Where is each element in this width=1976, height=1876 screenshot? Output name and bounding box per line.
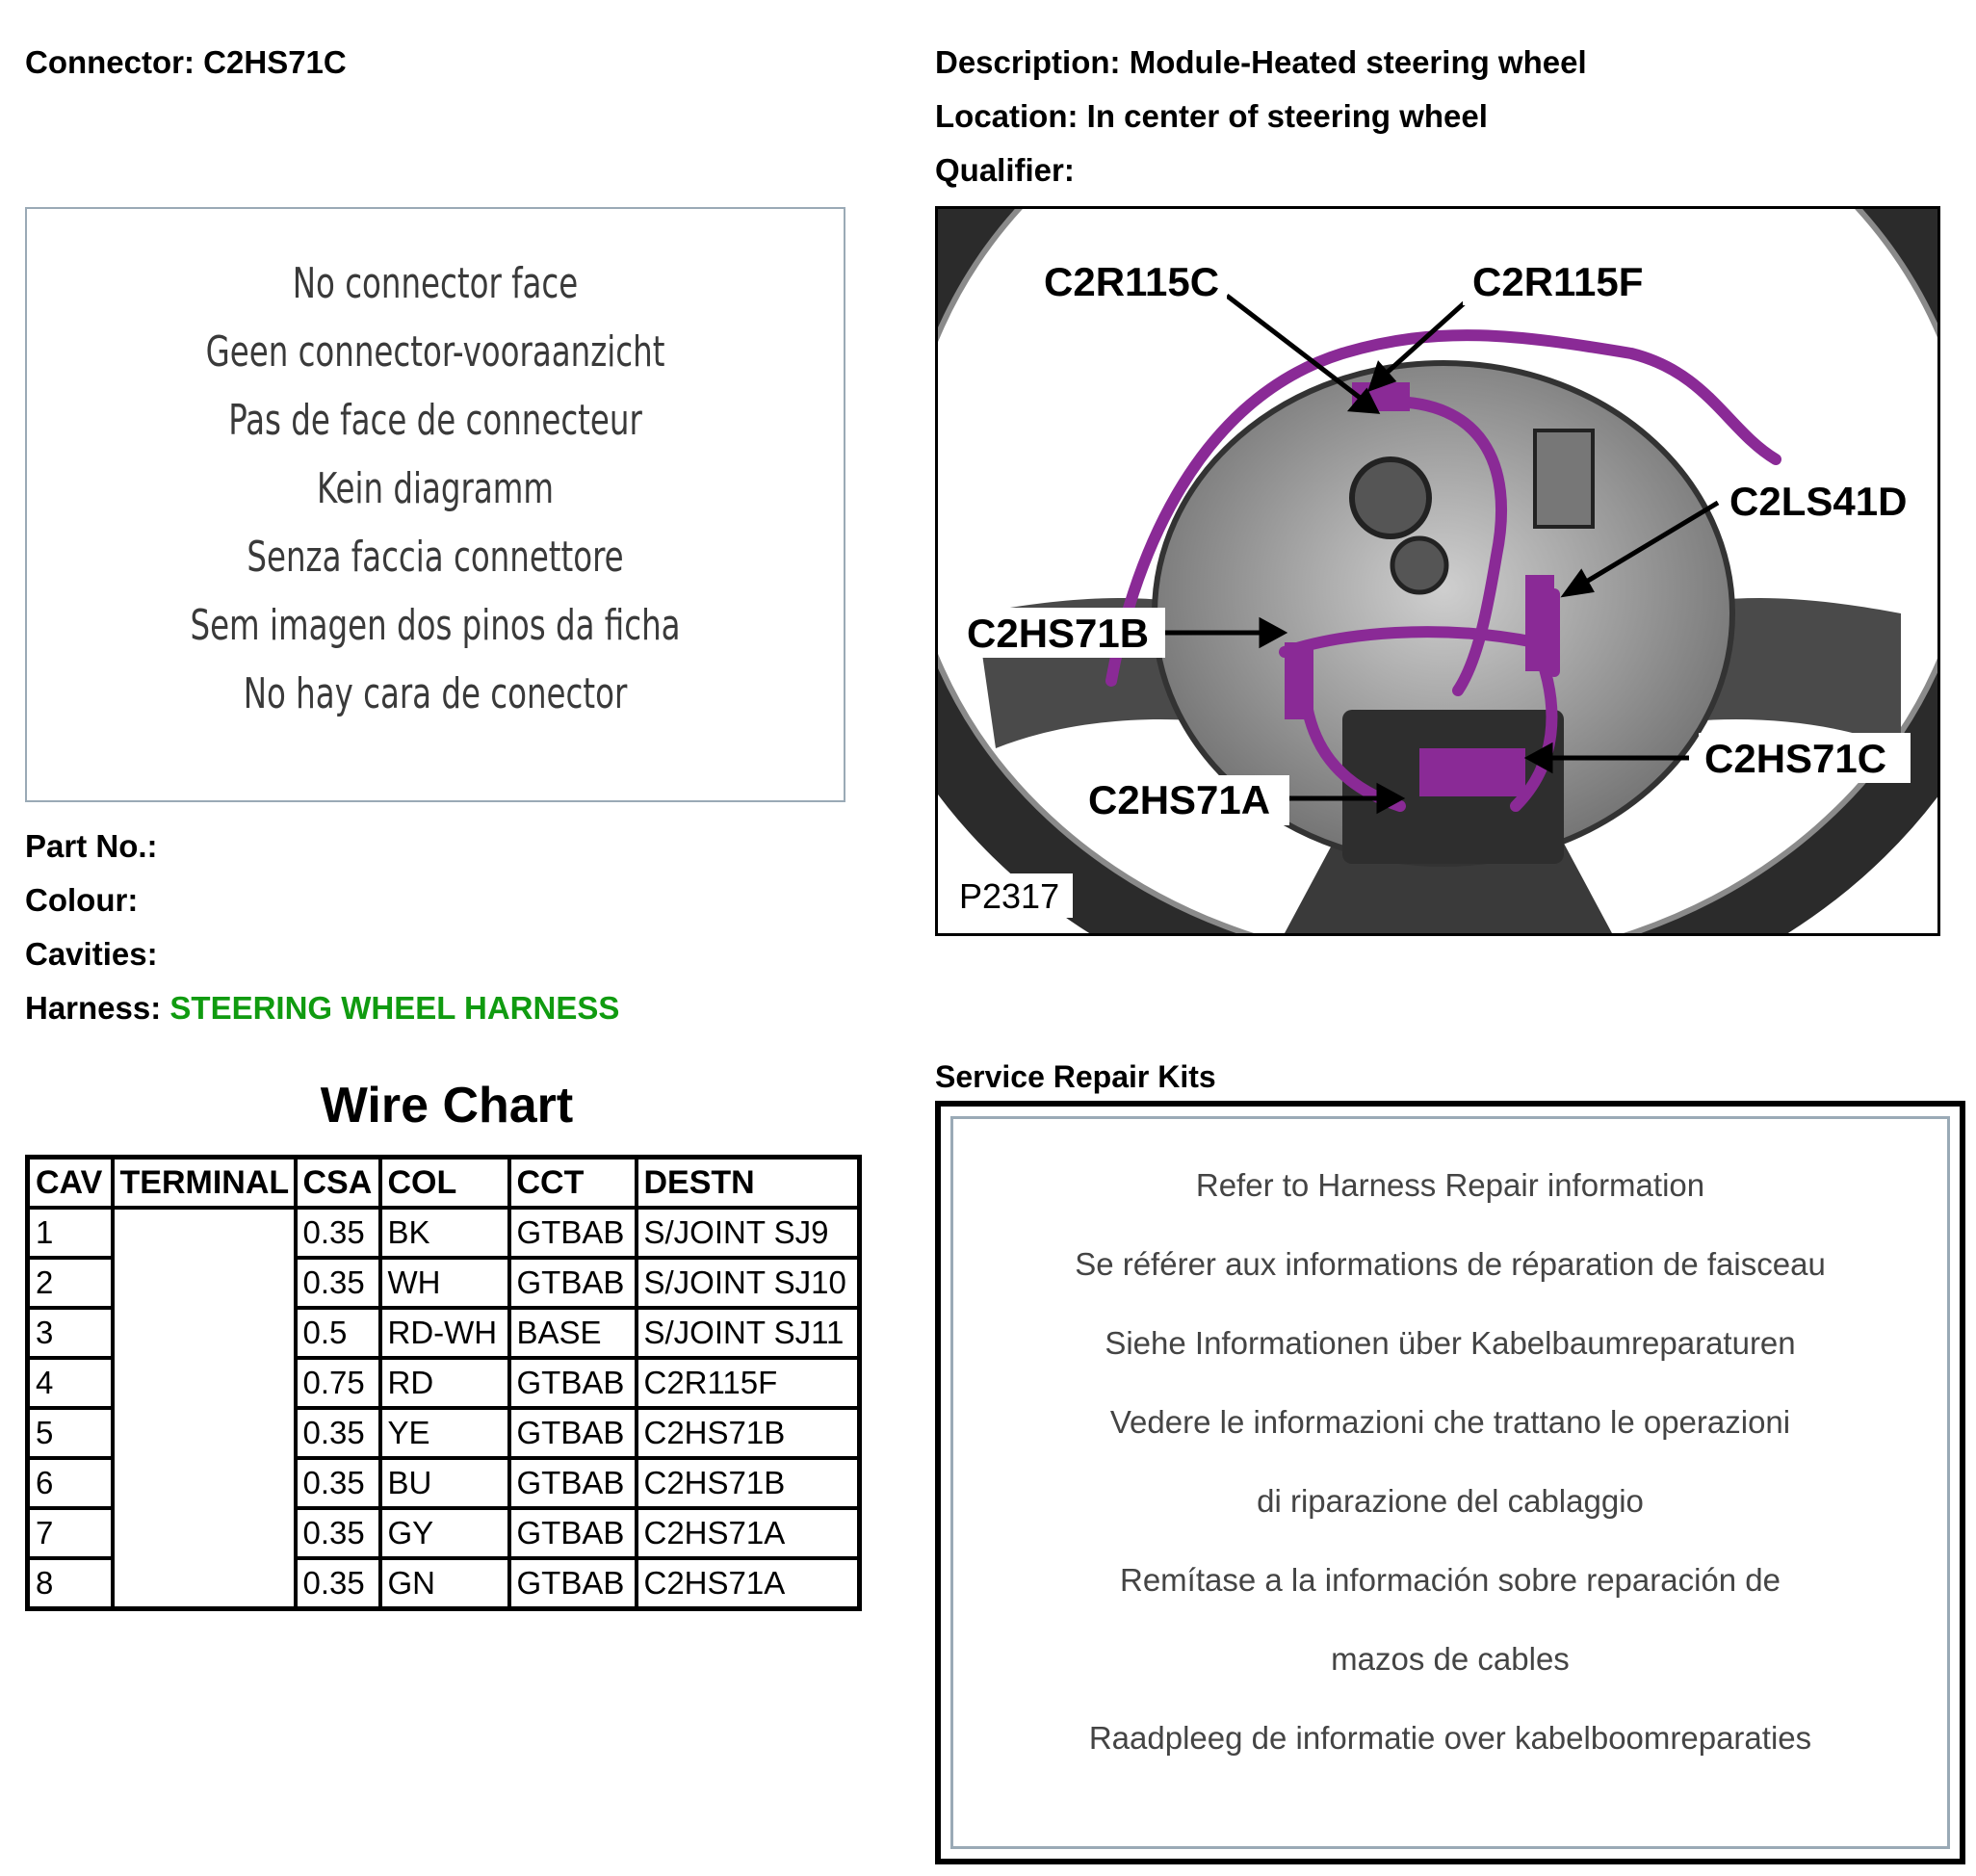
srk-line-de: Siehe Informationen über Kabelbaumreparaturen bbox=[1105, 1325, 1796, 1361]
cell-cct: GTBAB bbox=[509, 1208, 637, 1258]
cell-csa: 0.35 bbox=[296, 1258, 380, 1308]
cell-destn: C2HS71B bbox=[637, 1408, 860, 1458]
cell-cav: 3 bbox=[28, 1308, 113, 1358]
cell-destn: S/JOINT SJ9 bbox=[637, 1208, 860, 1258]
col-cct: CCT bbox=[509, 1158, 637, 1209]
cell-csa: 0.35 bbox=[296, 1208, 380, 1258]
colour-label: Colour: bbox=[25, 882, 139, 918]
table-row bbox=[28, 1458, 860, 1508]
srk-line-nl: Raadpleeg de informatie over kabelboomreparaties bbox=[1088, 1720, 1812, 1756]
col-cav: CAV bbox=[28, 1158, 113, 1209]
srk-line-it-2: di riparazione del cablaggio bbox=[1257, 1483, 1644, 1519]
no-face-text-pt: Sem imagen dos pinos da ficha bbox=[190, 601, 681, 650]
connector-block-left bbox=[1285, 642, 1313, 719]
cell-destn: C2HS71A bbox=[637, 1558, 860, 1609]
location-line bbox=[935, 98, 1488, 135]
col-destn: DESTN bbox=[637, 1158, 860, 1209]
service-repair-kits-title: Service Repair Kits bbox=[935, 1059, 1216, 1094]
harness-label: Harness: bbox=[25, 990, 162, 1026]
col-terminal: TERMINAL bbox=[113, 1158, 296, 1209]
connector-value: C2HS71C bbox=[203, 44, 347, 80]
cell-col: YE bbox=[380, 1408, 509, 1458]
cell-col: WH bbox=[380, 1258, 509, 1308]
cell-csa: 0.35 bbox=[296, 1558, 380, 1609]
qualifier-line bbox=[935, 152, 1075, 189]
description-label: Description: bbox=[935, 44, 1121, 80]
table-row bbox=[28, 1558, 860, 1609]
cell-cct: BASE bbox=[509, 1308, 637, 1358]
harness-value: STEERING WHEEL HARNESS bbox=[169, 990, 620, 1026]
steering-wheel-diagram bbox=[935, 206, 1940, 936]
cell-cct: GTBAB bbox=[509, 1408, 637, 1458]
callout-c2r115f: C2R115F bbox=[1472, 259, 1644, 304]
harness-line bbox=[25, 990, 619, 1027]
description-value: Module-Heated steering wheel bbox=[1129, 44, 1587, 80]
part-no-label: Part No.: bbox=[25, 828, 158, 864]
cell-terminal bbox=[113, 1358, 296, 1408]
cell-csa: 0.5 bbox=[296, 1308, 380, 1358]
wire-chart-title: Wire Chart bbox=[320, 1078, 574, 1133]
cell-cav: 4 bbox=[28, 1358, 113, 1408]
no-connector-face-panel bbox=[25, 207, 845, 802]
table-row bbox=[28, 1508, 860, 1558]
srk-line-es-2: mazos de cables bbox=[1331, 1641, 1570, 1677]
cell-col: RD-WH bbox=[380, 1308, 509, 1358]
no-face-text-fr: Pas de face de connecteur bbox=[228, 396, 642, 445]
cell-csa: 0.35 bbox=[296, 1508, 380, 1558]
figure-id: P2317 bbox=[959, 876, 1060, 916]
location-value: In center of steering wheel bbox=[1086, 98, 1488, 134]
callout-c2r115c: C2R115C bbox=[1044, 259, 1220, 304]
cell-col: GY bbox=[380, 1508, 509, 1558]
cell-col: GN bbox=[380, 1558, 509, 1609]
cell-destn: C2HS71A bbox=[637, 1508, 860, 1558]
srk-line-en: Refer to Harness Repair information bbox=[1195, 1167, 1705, 1203]
no-face-text-nl: Geen connector-vooraanzicht bbox=[205, 327, 665, 377]
steering-wheel-illustration bbox=[938, 209, 1937, 933]
cell-cct: GTBAB bbox=[509, 1558, 637, 1609]
cell-col: BU bbox=[380, 1458, 509, 1508]
cell-cct: GTBAB bbox=[509, 1508, 637, 1558]
cell-csa: 0.75 bbox=[296, 1358, 380, 1408]
cell-csa: 0.35 bbox=[296, 1458, 380, 1508]
description-line bbox=[935, 44, 1587, 81]
callout-c2hs71b: C2HS71B bbox=[967, 611, 1150, 656]
no-face-text-en: No connector face bbox=[292, 259, 579, 308]
table-row bbox=[28, 1408, 860, 1458]
cell-col: BK bbox=[380, 1208, 509, 1258]
cell-terminal bbox=[113, 1308, 296, 1358]
cell-cav: 7 bbox=[28, 1508, 113, 1558]
cell-terminal bbox=[113, 1258, 296, 1308]
cell-destn: C2HS71B bbox=[637, 1458, 860, 1508]
cell-cct: GTBAB bbox=[509, 1458, 637, 1508]
service-repair-kits-panel bbox=[935, 1101, 1965, 1864]
cell-terminal bbox=[113, 1508, 296, 1558]
cell-destn: S/JOINT SJ10 bbox=[637, 1258, 860, 1308]
table-row bbox=[28, 1258, 860, 1308]
cell-terminal bbox=[113, 1408, 296, 1458]
no-face-text-es: No hay cara de conector bbox=[243, 669, 628, 718]
location-label: Location: bbox=[935, 98, 1079, 134]
connector-label: Connector: bbox=[25, 44, 195, 80]
wire-chart-table bbox=[25, 1155, 862, 1611]
cell-cct: GTBAB bbox=[509, 1358, 637, 1408]
srk-line-es-1: Remítase a la información sobre reparación de bbox=[1119, 1562, 1781, 1598]
col-col: COL bbox=[380, 1158, 509, 1209]
cell-terminal bbox=[113, 1208, 296, 1258]
cell-terminal bbox=[113, 1558, 296, 1609]
cell-destn: C2R115F bbox=[637, 1358, 860, 1408]
cell-destn: S/JOINT SJ11 bbox=[637, 1308, 860, 1358]
callout-c2hs71c: C2HS71C bbox=[1704, 736, 1887, 781]
cell-cav: 5 bbox=[28, 1408, 113, 1458]
table-row bbox=[28, 1208, 860, 1258]
cell-cav: 1 bbox=[28, 1208, 113, 1258]
service-repair-kits-inner bbox=[950, 1116, 1950, 1849]
wire-chart-header-row bbox=[28, 1158, 860, 1209]
no-face-text-de: Kein diagramm bbox=[317, 464, 554, 513]
table-row bbox=[28, 1308, 860, 1358]
no-face-text-it: Senza faccia connettore bbox=[247, 533, 624, 582]
cell-cav: 6 bbox=[28, 1458, 113, 1508]
connector-block-right bbox=[1525, 575, 1554, 671]
cell-cav: 8 bbox=[28, 1558, 113, 1609]
srk-line-it-1: Vedere le informazioni che trattano le operazioni bbox=[1109, 1404, 1791, 1440]
table-row bbox=[28, 1358, 860, 1408]
qualifier-label: Qualifier: bbox=[935, 152, 1075, 188]
col-csa: CSA bbox=[296, 1158, 380, 1209]
callout-c2hs71a: C2HS71A bbox=[1088, 777, 1271, 822]
cavities-label: Cavities: bbox=[25, 936, 158, 972]
cell-cav: 2 bbox=[28, 1258, 113, 1308]
cell-cct: GTBAB bbox=[509, 1258, 637, 1308]
cell-csa: 0.35 bbox=[296, 1408, 380, 1458]
connector-block-c2hs71c bbox=[1419, 748, 1525, 796]
connector-heading bbox=[25, 44, 347, 81]
cell-col: RD bbox=[380, 1358, 509, 1408]
callout-c2ls41d: C2LS41D bbox=[1729, 479, 1908, 524]
srk-line-fr: Se référer aux informations de réparation de faisceau bbox=[1075, 1246, 1826, 1282]
cell-terminal bbox=[113, 1458, 296, 1508]
